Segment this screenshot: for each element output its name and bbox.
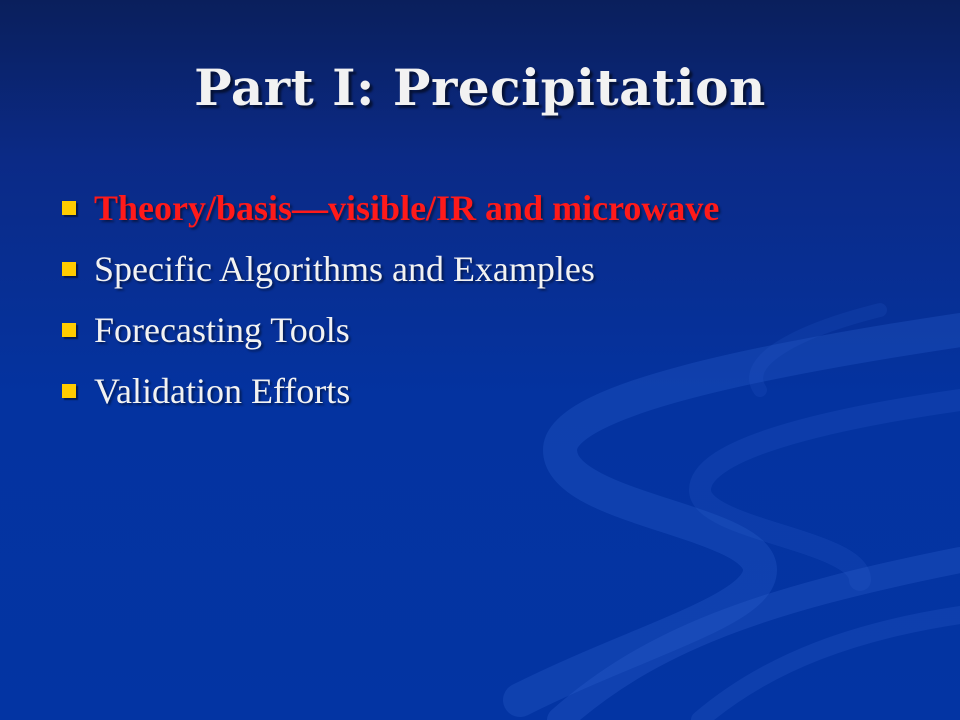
square-bullet-icon (62, 323, 76, 337)
bullet-text: Theory/basis—visible/IR and microwave (94, 187, 720, 228)
bullet-item-algorithms (62, 238, 719, 299)
square-bullet-icon (62, 201, 76, 215)
square-bullet-icon (62, 262, 76, 276)
bullet-item-validation (62, 360, 719, 421)
slide-title: Part I: Precipitation (194, 58, 766, 117)
bullet-text: Forecasting Tools (94, 309, 350, 350)
bullet-item-forecasting (62, 299, 719, 360)
bullet-text: Validation Efforts (94, 370, 351, 411)
square-bullet-icon (62, 384, 76, 398)
bullet-text: Specific Algorithms and Examples (94, 248, 595, 289)
bullet-list (62, 177, 719, 421)
bullet-item-theory (62, 177, 719, 238)
